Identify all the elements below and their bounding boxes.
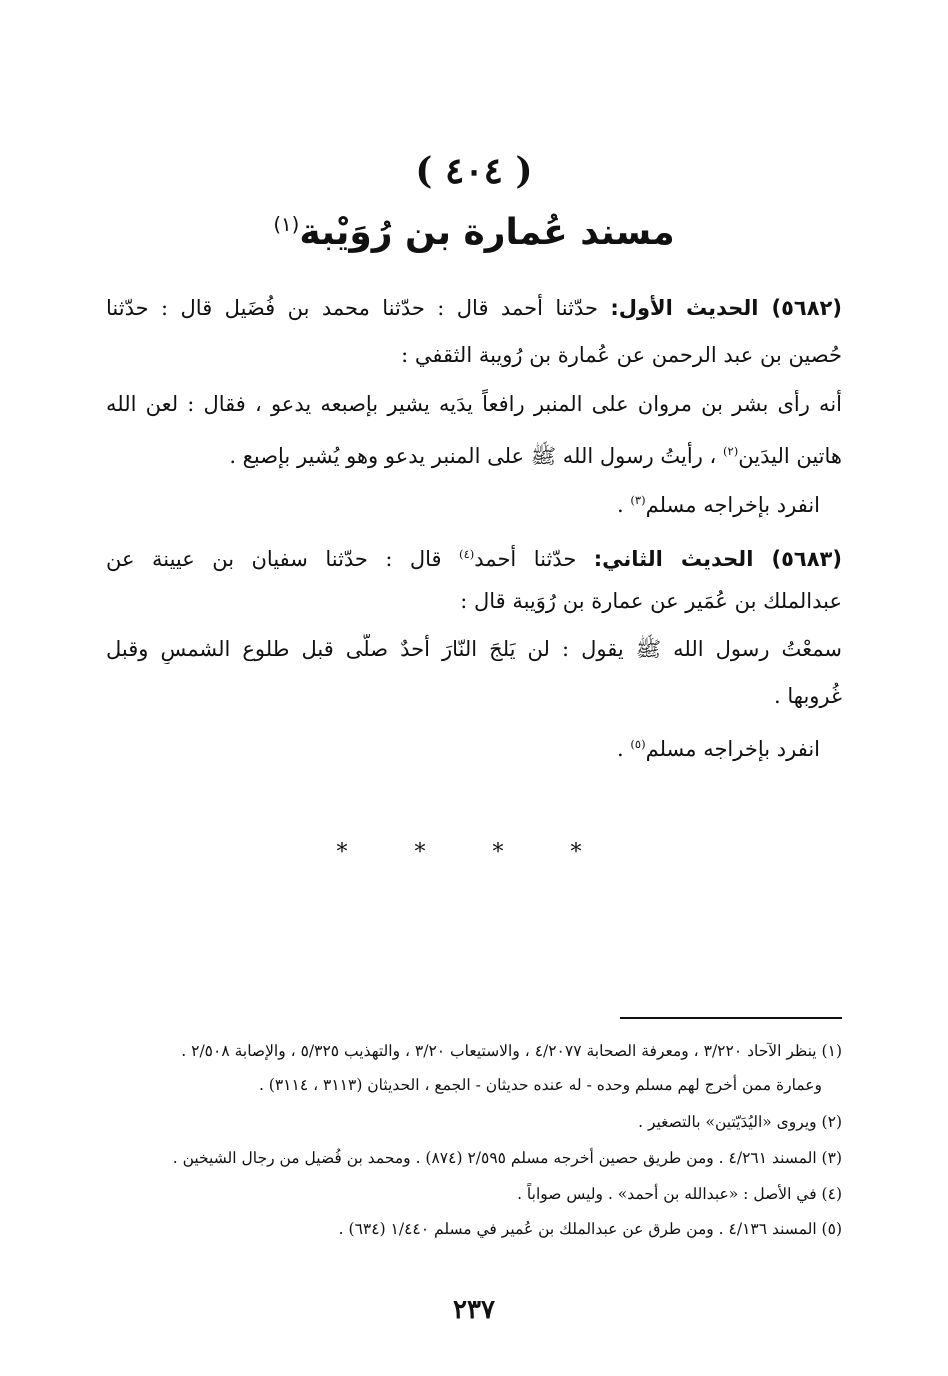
footnote-marker: (٣) <box>630 493 646 507</box>
hadith-1-isnad: حدّثنا أحمد قال : حدّثنا محمد بن فُضَيل قال : حدّثنا <box>106 296 598 320</box>
footnote-marker: (١) <box>273 213 300 236</box>
footnote-1: (١) ينظر الآحاد ٣/٢٢٠ ، ومعرفة الصحابة ٤/٢٠٧٧ ، والاستيعاب ٣/٢٠ ، والتهذيب ٥/٣٢٥ ، والإصابة ٢/٥٠٨ . <box>181 1042 842 1060</box>
hadith-2-line-2: عبدالملك بن عُمَير عن عمارة بن رُوَيبة قال : <box>460 589 842 613</box>
section-title-text: مسند عُمارة بن رُوَيْبة <box>299 212 675 253</box>
hadith-1-line-5 <box>84 485 820 520</box>
hadith-1-text-b: ، رأيتُ رسول الله ﷺ على المنبر يدعو وهو يُشير بإصبع . <box>229 444 717 468</box>
period: . <box>617 493 624 517</box>
hadith-2-line-5 <box>84 729 820 764</box>
hadith-2-source: انفرد بإخراجه مسلم <box>645 737 820 761</box>
chapter-number: ( ٤٠٤ ) <box>415 150 533 192</box>
period: . <box>617 737 624 761</box>
footnote-marker: (٤) <box>459 547 475 561</box>
hadith-2-line-4: غُروبها . <box>774 684 842 708</box>
footnote-2: (٢) ويروى «اليُدَيّتين» بالتصغير . <box>638 1113 842 1131</box>
hadith-2-label: (٥٦٨٣) الحديث الثاني: <box>593 547 842 571</box>
hadith-1-line-1 <box>106 293 842 323</box>
hadith-1-label: (٥٦٨٢) الحديث الأول: <box>610 296 842 320</box>
hadith-1-source: انفرد بإخراجه مسلم <box>645 493 820 517</box>
footnote-5: (٥) المسند ٤/١٣٦ . ومن طرق عن عبدالملك بن عُمير في مسلم ١/٤٤٠ (٦٣٤) . <box>338 1220 842 1238</box>
hadith-2-isnad-a: حدّثنا أحمد <box>474 547 577 571</box>
section-title <box>0 212 948 253</box>
section-divider: * * * * <box>336 840 612 865</box>
hadith-2-line-3: سمعْتُ رسول الله ﷺ يقول : لن يَلجَ النّارَ أحدٌ صلّى قبل طلوع الشمسِ وقبل <box>106 637 842 661</box>
hadith-1-line-4 <box>106 436 842 471</box>
footnote-marker: (٥) <box>630 737 646 751</box>
footnote-4: (٤) في الأصل : «عبدالله بن أحمد» . وليس صواباً . <box>517 1185 842 1203</box>
hadith-2-isnad-b: قال : حدّثنا سفيان بن عيينة عن <box>106 547 442 571</box>
hadith-1-line-3: أنه رأى بشر بن مروان على المنبر رافعاً يدَيه يشير بإصبعه يدعو ، فقال : لعن الله <box>106 392 842 416</box>
footnote-3: (٣) المسند ٤/٢٦١ . ومن طريق حصين أخرجه مسلم ٢/٥٩٥ (٨٧٤) . ومحمد بن فُضيل من رجال الشيخين . <box>172 1149 842 1167</box>
hadith-2-line-1 <box>106 539 842 574</box>
footnote-marker: (٢) <box>723 444 739 458</box>
footnote-1-continued: وعمارة ممن أخرج لهم مسلم وحده - له عنده حديثان - الجمع ، الحديثان (٣١١٣ ، ٣١١٤) . <box>258 1076 822 1094</box>
hadith-1-text-a: هاتين اليدَين <box>738 444 842 468</box>
page-number: ٢٣٧ <box>453 1295 495 1325</box>
hadith-1-line-2: حُصين بن عبد الرحمن عن عُمارة بن رُويبة الثقفي : <box>401 343 842 367</box>
footnote-rule <box>620 1017 842 1019</box>
